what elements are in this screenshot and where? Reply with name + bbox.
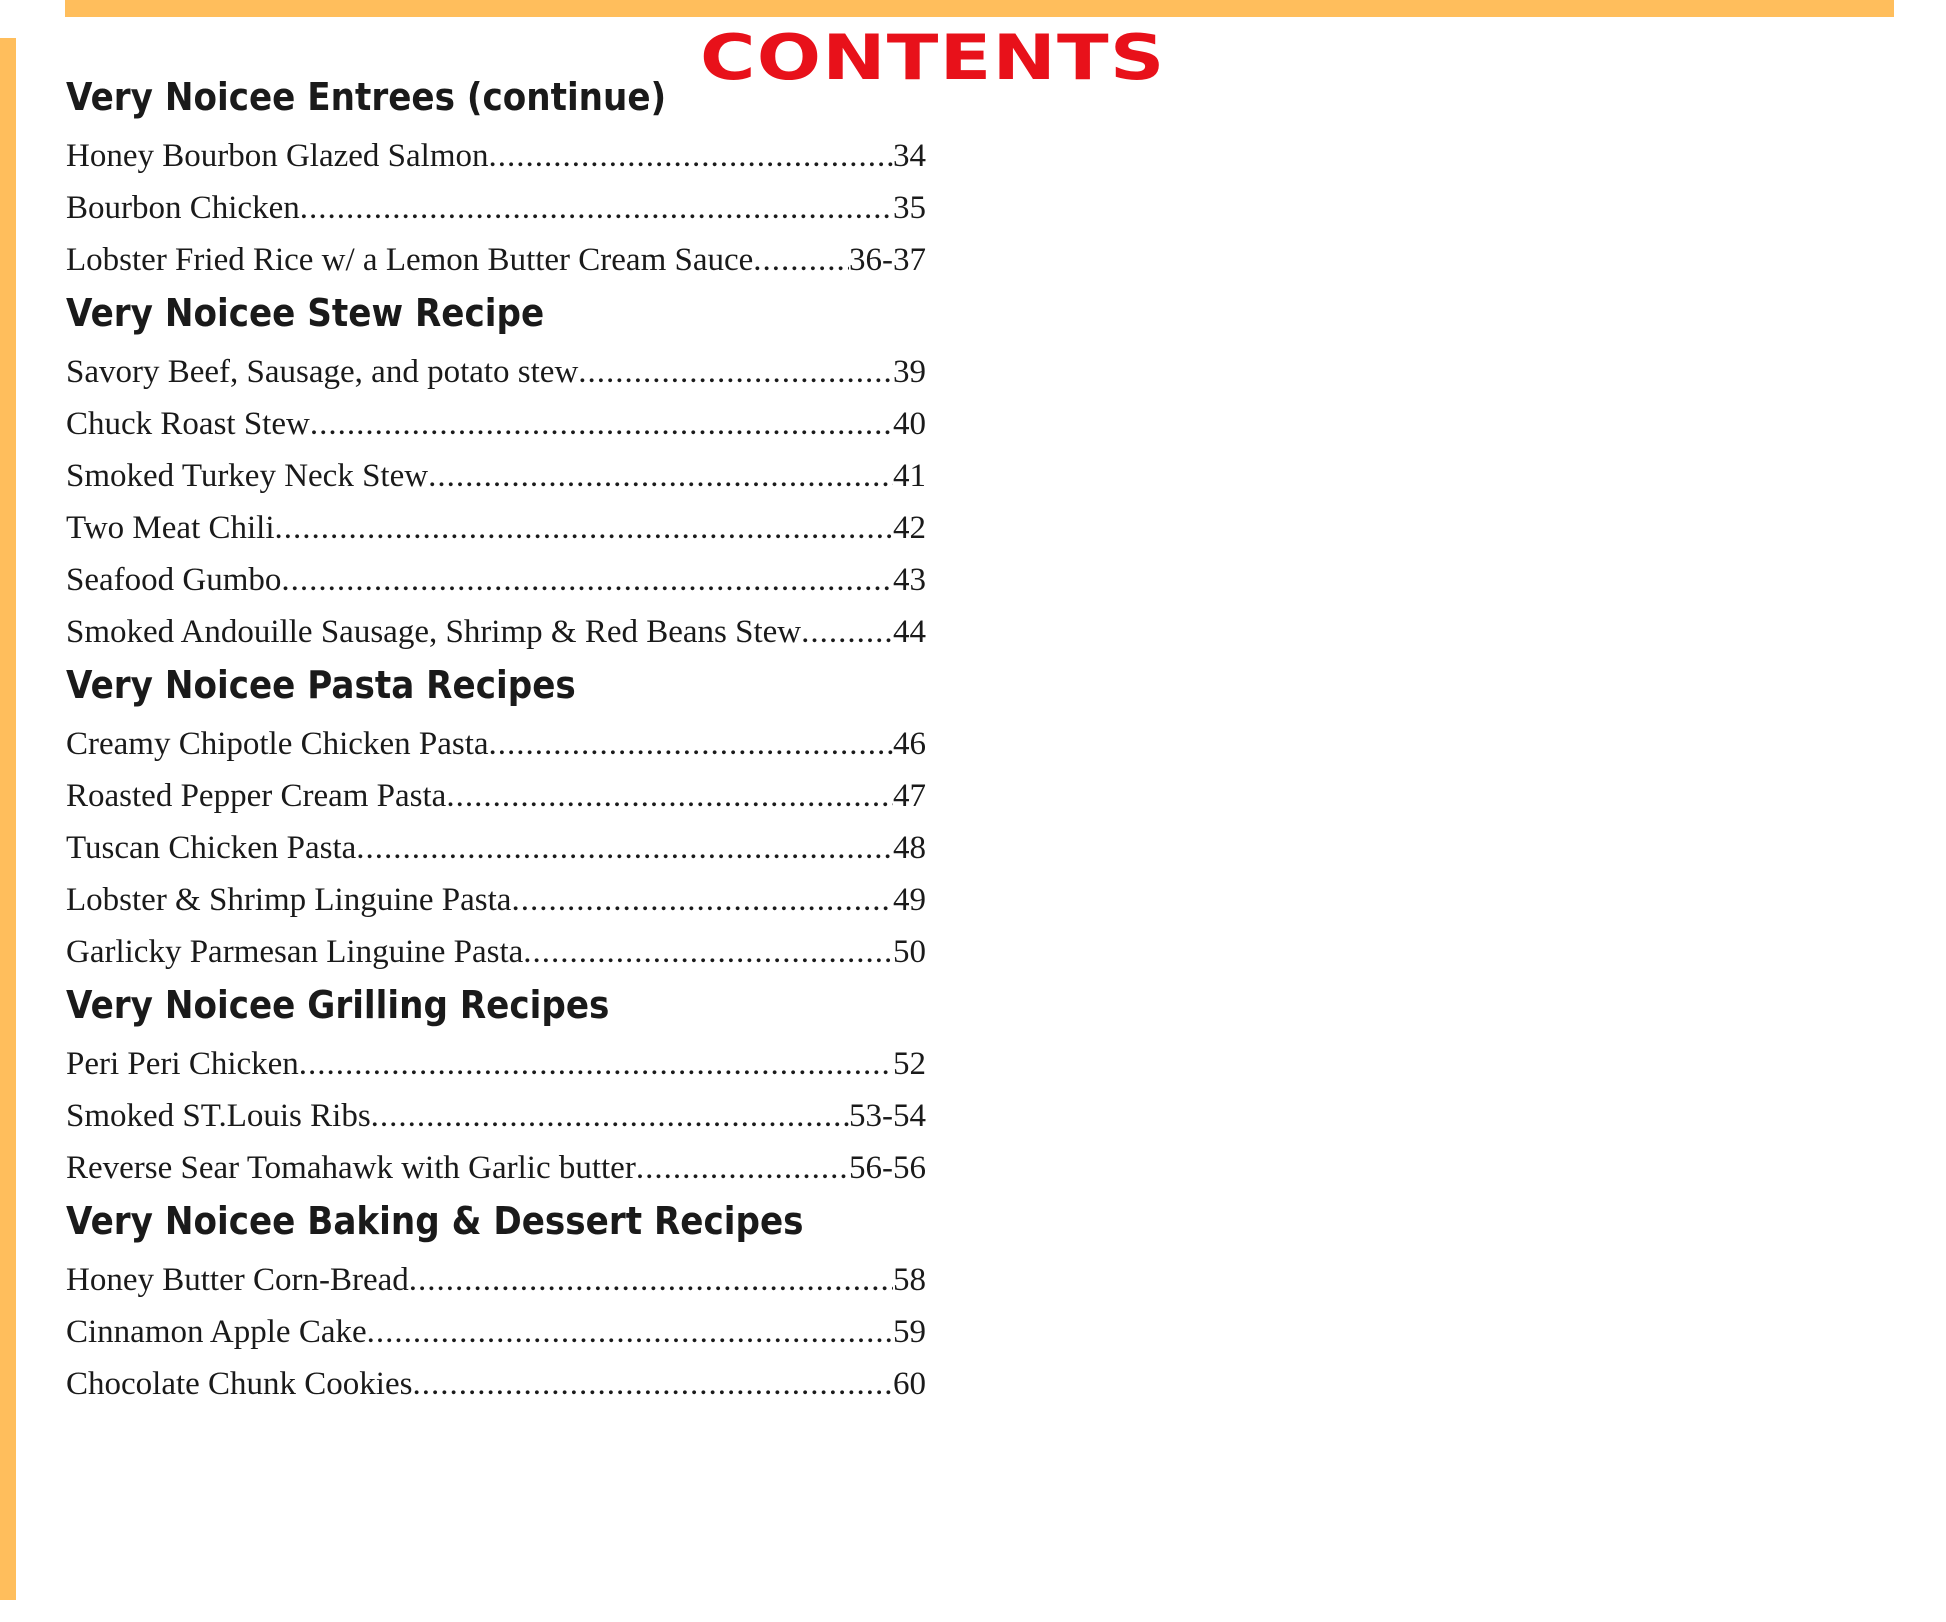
dot-leader bbox=[489, 130, 893, 182]
toc-entry-page-number: 36-37 bbox=[849, 242, 926, 278]
toc-entry-title: Lobster Fried Rice w/ a Lemon Butter Cream Sauce bbox=[66, 242, 754, 278]
dot-leader bbox=[409, 1254, 893, 1306]
toc-entry-title: Bourbon Chicken bbox=[66, 190, 300, 226]
dot-leader bbox=[412, 1358, 893, 1410]
toc-entry-title: Chuck Roast Stew bbox=[66, 406, 310, 442]
toc-entry-page-number: 44 bbox=[893, 614, 926, 650]
toc-entry bbox=[66, 1038, 926, 1090]
toc-entry-page-number: 35 bbox=[893, 190, 926, 226]
top-accent-bar bbox=[65, 0, 1894, 17]
toc-entry-page-number: 46 bbox=[893, 726, 926, 762]
section-heading: Very Noicee Stew Recipe bbox=[66, 291, 545, 335]
dot-leader bbox=[801, 606, 893, 658]
toc-entry-title: Peri Peri Chicken bbox=[66, 1046, 299, 1082]
toc-entry-title: Honey Bourbon Glazed Salmon bbox=[66, 138, 489, 174]
dot-leader bbox=[281, 554, 893, 606]
toc-entry-page-number: 50 bbox=[893, 934, 926, 970]
section-heading: Very Noicee Baking & Dessert Recipes bbox=[66, 1199, 804, 1243]
toc-entry-page-number: 60 bbox=[893, 1366, 926, 1402]
dot-leader bbox=[367, 1306, 893, 1358]
toc-entry bbox=[66, 1142, 926, 1194]
section-heading: Very Noicee Pasta Recipes bbox=[66, 663, 576, 707]
toc-entry bbox=[66, 1358, 926, 1410]
toc-entry bbox=[66, 346, 926, 398]
toc-entry bbox=[66, 554, 926, 606]
toc-entry-page-number: 53-54 bbox=[849, 1098, 926, 1134]
toc-entry bbox=[66, 1090, 926, 1142]
dot-leader bbox=[489, 718, 893, 770]
dot-leader bbox=[511, 874, 893, 926]
toc-entry-title: Chocolate Chunk Cookies bbox=[66, 1366, 413, 1402]
toc-entry-title: Garlicky Parmesan Linguine Pasta bbox=[66, 934, 524, 970]
dot-leader bbox=[299, 1038, 893, 1090]
toc-entry-page-number: 39 bbox=[893, 354, 926, 390]
toc-entry-page-number: 49 bbox=[893, 882, 926, 918]
dot-leader bbox=[523, 926, 893, 978]
toc-entry-page-number: 34 bbox=[893, 138, 926, 174]
dot-leader bbox=[356, 822, 893, 874]
dot-leader bbox=[371, 1090, 849, 1142]
toc-entry-title: Smoked Turkey Neck Stew bbox=[66, 458, 429, 494]
toc-entry-title: Tuscan Chicken Pasta bbox=[66, 830, 357, 866]
toc-entry bbox=[66, 822, 926, 874]
toc-entry bbox=[66, 926, 926, 978]
dot-leader bbox=[753, 234, 849, 286]
toc-entry-page-number: 40 bbox=[893, 406, 926, 442]
toc-entry bbox=[66, 1254, 926, 1306]
section-heading: Very Noicee Entrees (continue) bbox=[66, 75, 667, 119]
dot-leader bbox=[310, 398, 893, 450]
toc-entry bbox=[66, 130, 926, 182]
table-of-contents bbox=[66, 70, 1166, 1410]
toc-entry-title: Reverse Sear Tomahawk with Garlic butter bbox=[66, 1150, 636, 1186]
left-accent-bar bbox=[0, 38, 16, 1600]
toc-entry bbox=[66, 182, 926, 234]
dot-leader bbox=[300, 182, 893, 234]
toc-entry bbox=[66, 502, 926, 554]
toc-entry-page-number: 48 bbox=[893, 830, 926, 866]
toc-entry-title: Lobster & Shrimp Linguine Pasta bbox=[66, 882, 512, 918]
dot-leader bbox=[275, 502, 893, 554]
toc-entry-page-number: 42 bbox=[893, 510, 926, 546]
toc-entry bbox=[66, 398, 926, 450]
dot-leader bbox=[428, 450, 893, 502]
section-heading: Very Noicee Grilling Recipes bbox=[66, 983, 610, 1027]
toc-entry bbox=[66, 718, 926, 770]
dot-leader bbox=[578, 346, 893, 398]
dot-leader bbox=[636, 1142, 849, 1194]
toc-entry bbox=[66, 606, 926, 658]
toc-entry bbox=[66, 234, 926, 286]
toc-entry-page-number: 41 bbox=[893, 458, 926, 494]
toc-entry bbox=[66, 1306, 926, 1358]
toc-entry-page-number: 59 bbox=[893, 1314, 926, 1350]
toc-entry-title: Savory Beef, Sausage, and potato stew bbox=[66, 354, 579, 390]
page-title: CONTENTS bbox=[700, 21, 1166, 94]
toc-entry bbox=[66, 770, 926, 822]
dot-leader bbox=[446, 770, 893, 822]
toc-entry-title: Seafood Gumbo bbox=[66, 562, 282, 598]
toc-entry-title: Roasted Pepper Cream Pasta bbox=[66, 778, 447, 814]
toc-entry-page-number: 58 bbox=[893, 1262, 926, 1298]
toc-entry-title: Smoked ST.Louis Ribs bbox=[66, 1098, 371, 1134]
toc-entry bbox=[66, 874, 926, 926]
toc-entry bbox=[66, 450, 926, 502]
toc-entry-page-number: 52 bbox=[893, 1046, 926, 1082]
toc-entry-title: Cinnamon Apple Cake bbox=[66, 1314, 367, 1350]
toc-entry-page-number: 47 bbox=[893, 778, 926, 814]
toc-entry-title: Honey Butter Corn-Bread bbox=[66, 1262, 409, 1298]
toc-entry-title: Smoked Andouille Sausage, Shrimp & Red Beans Stew bbox=[66, 614, 802, 650]
toc-entry-title: Two Meat Chili bbox=[66, 510, 275, 546]
toc-entry-page-number: 43 bbox=[893, 562, 926, 598]
toc-entry-page-number: 56-56 bbox=[849, 1150, 926, 1186]
toc-entry-title: Creamy Chipotle Chicken Pasta bbox=[66, 726, 489, 762]
